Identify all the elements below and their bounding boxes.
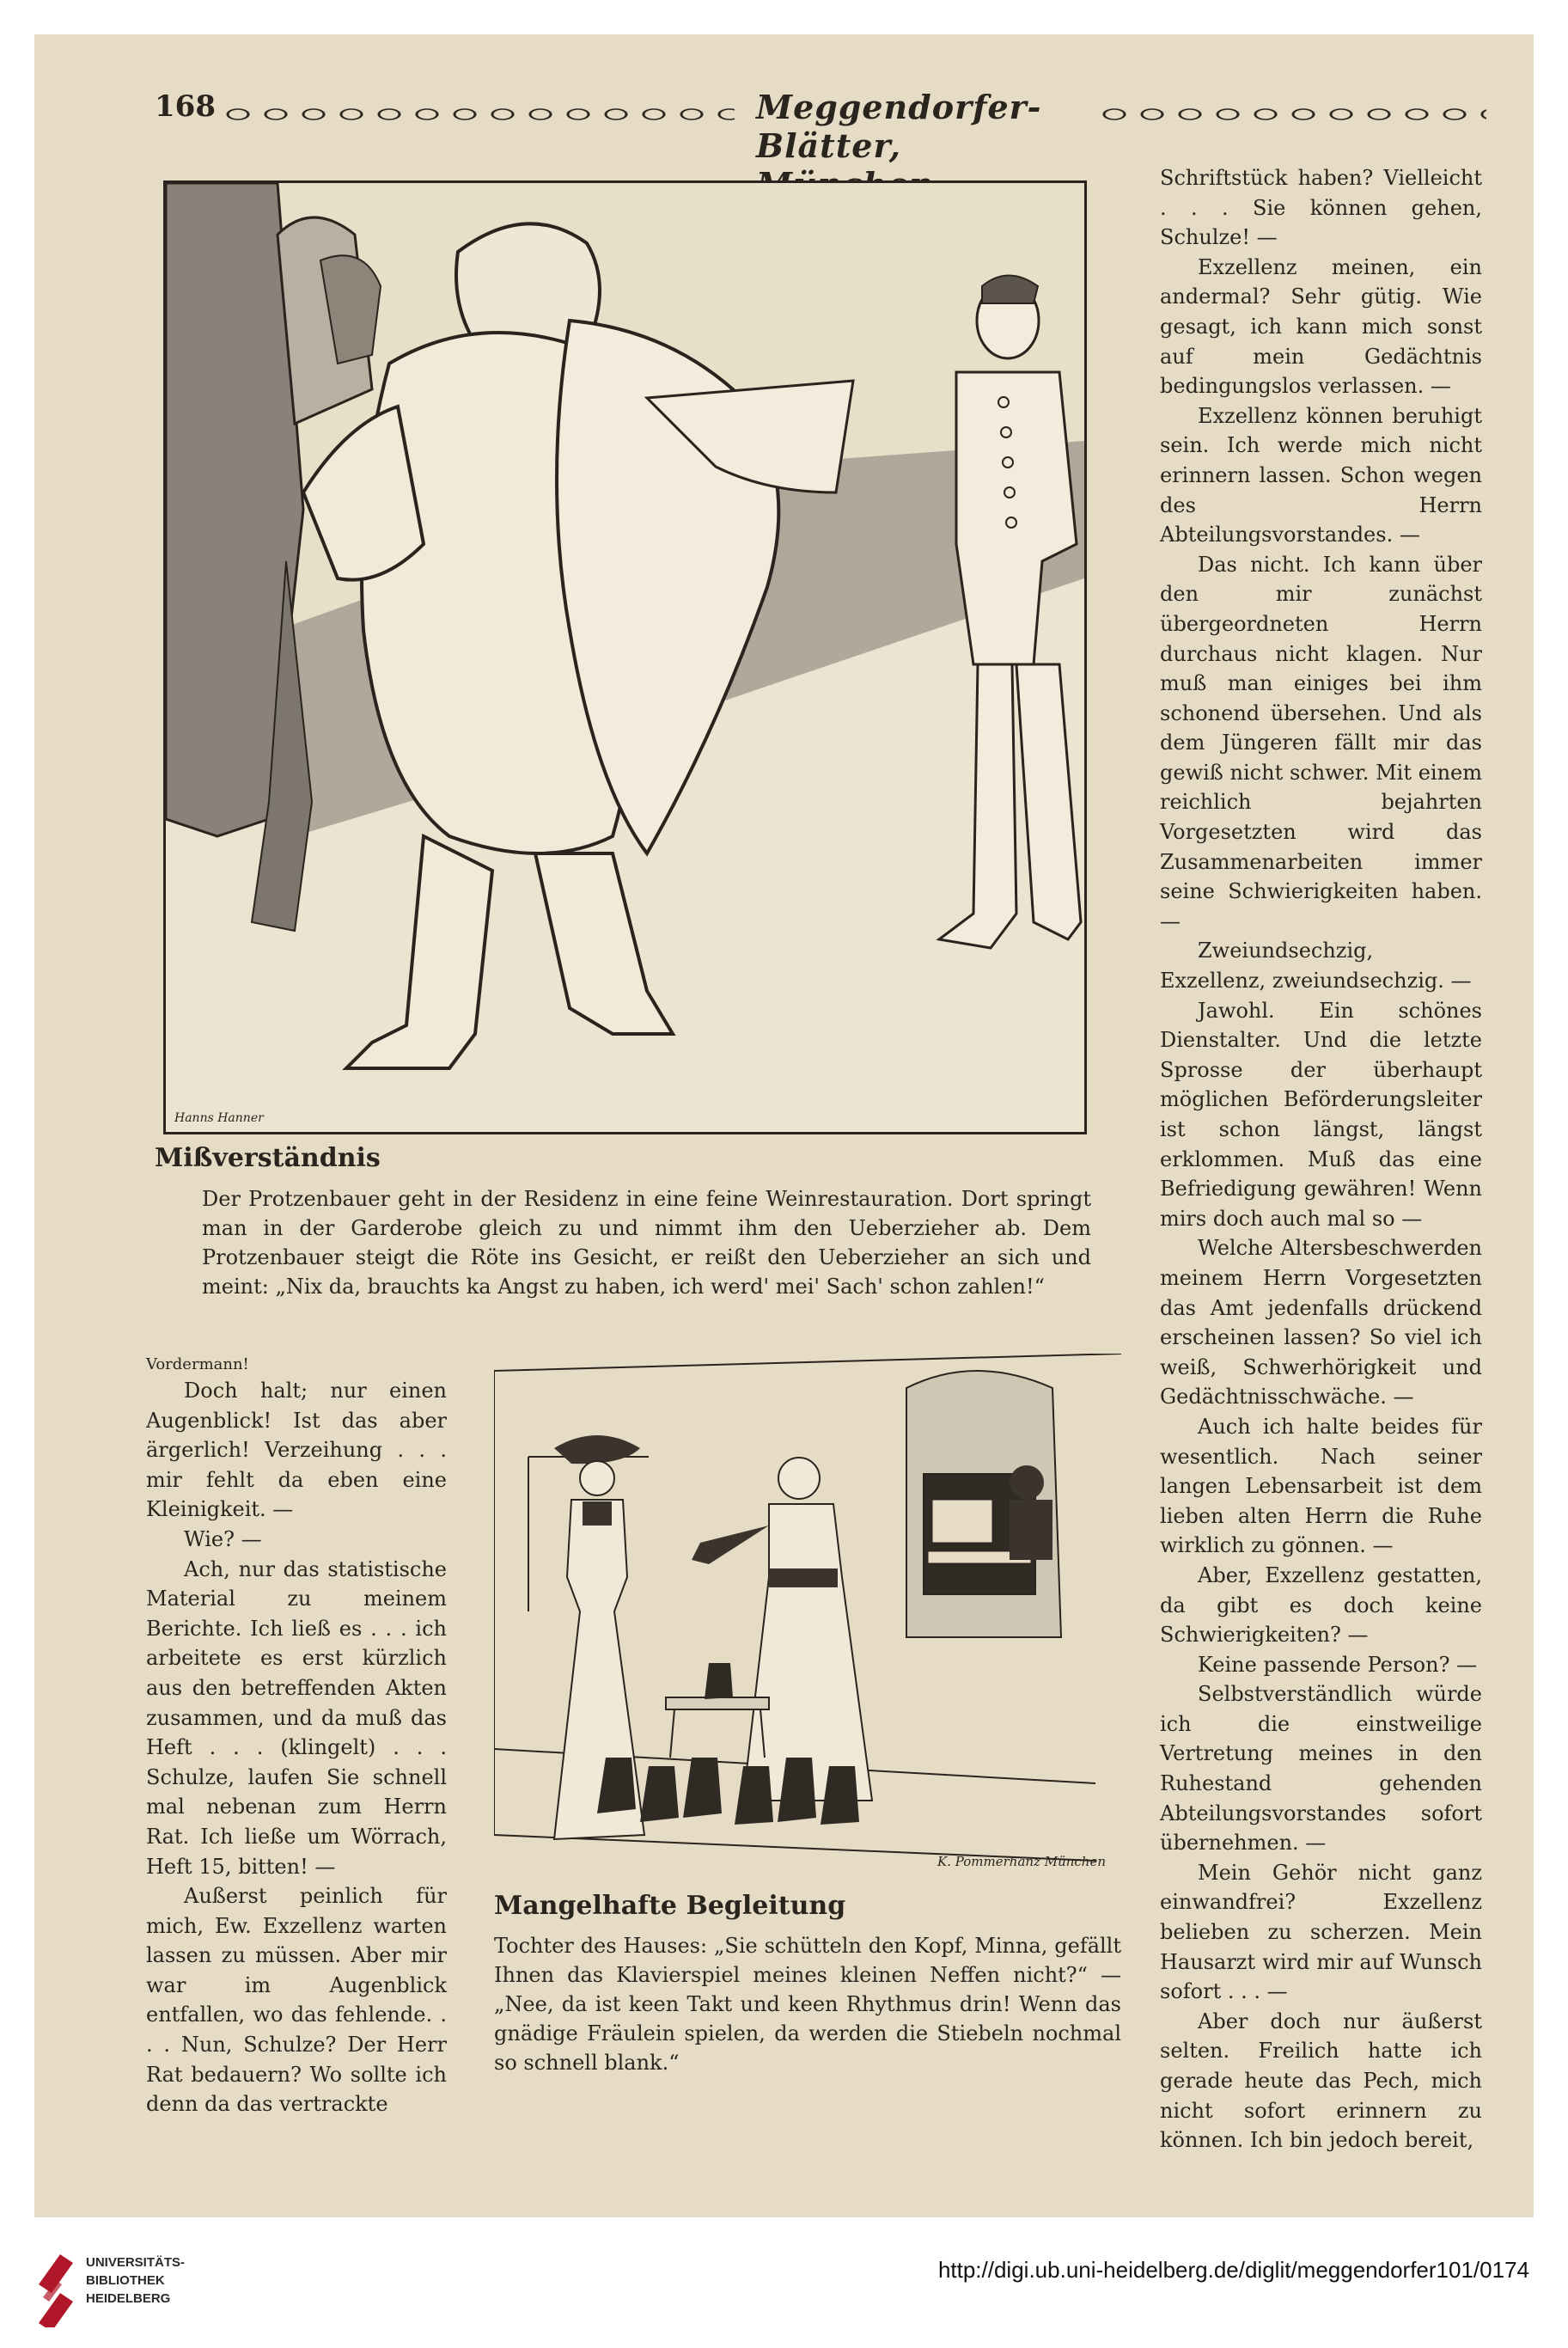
cartoon-illustration-piano bbox=[494, 1354, 1121, 1878]
viewer-footer bbox=[0, 2235, 1568, 2348]
cartoon-caption: Der Protzenbauer geht in der Residenz in eine feine Weinrestauration. Dort springt man in der Garderobe gleich zu und nimmt ihm den Ueberzieher ab. Dem Protzenbauer steigt die Röte ins Gesicht, er reißt den Ueberzieher an sich und meint: „Nix da, brauchts ka Angst zu haben, ich werd' mei' Sach' schon zahlen!“ bbox=[202, 1187, 1091, 1299]
paragraph: Vordermann! bbox=[146, 1355, 249, 1373]
paragraph: Aber doch nur äußerst selten. Freilich hatte ich gerade heute das Pech, mich nicht sofort erinnern zu können. Ich bin jedoch bereit, bbox=[1160, 2009, 1482, 2153]
artist-signature: Hanns Hanner bbox=[174, 1111, 264, 1125]
paragraph: Zweiundsechzig, Exzellenz, zweiundsechzig. — bbox=[1160, 939, 1472, 994]
page-header bbox=[155, 79, 1495, 165]
paragraph: Selbstverständlich würde ich die einstweilige Vertretung meines in den Ruhestand gehenden Abteilungsvorstandes sofort übernehmen. — bbox=[1160, 1682, 1482, 1856]
paragraph: Exzellenz meinen, ein andermal? Sehr gütig. Wie gesagt, ich kann mich sonst auf mein Gedächtnis bedingungslos verlassen. — bbox=[1160, 254, 1482, 399]
cartoon-heading: Mangelhafte Begleitung bbox=[494, 1891, 846, 1921]
paragraph: Welche Altersbeschwerden meinem Herrn Vorgesetzten das Amt jedenfalls drückend erscheinen lassen? So viel ich weiß, Schwerhörigkeit und Gedächtnisschwäche. — bbox=[1160, 1236, 1482, 1409]
source-url-link[interactable]: http://digi.ub.uni-heidelberg.de/diglit/meggendorfer101/0174 bbox=[937, 2257, 1529, 2283]
ornament-chain-left bbox=[219, 103, 735, 125]
artist-signature: K. Pommerhanz München bbox=[937, 1854, 1106, 1869]
cartoon-illustration-cloakroom bbox=[163, 180, 1087, 1134]
text-column-left bbox=[146, 1354, 447, 2119]
paragraph: Ach, nur das statistische Material zu meinem Berichte. Ich ließ es . . . ich arbeitete es erst kürzlich aus den betreffenden Akten zusammen, und da muß das Heft . . . (klingelt) . . . Schulze, laufen Sie schnell mal nebenan zum Herrn Rat. Ich ließe um Wörrach, Heft 15, bitten! — bbox=[146, 1556, 447, 1879]
cartoon-heading: Mißverständnis bbox=[155, 1143, 381, 1173]
university-logo-icon bbox=[34, 2250, 77, 2327]
cartoon-caption: Tochter des Hauses: „Sie schütteln den Kopf, Minna, gefällt Ihnen das Klavierspiel meines kleinen Neffen nicht?“ — „Nee, da ist keen Takt und keen Rhythmus drin! Wenn das gnädige Fräulein spielen, da werden die Stiebeln nochmal so schnell blank.“ bbox=[494, 1934, 1121, 2075]
paragraph: Exzellenz können beruhigt sein. Ich werde mich nicht erinnern lassen. Schon wegen des Herrn Abteilungsvorstandes. — bbox=[1160, 403, 1482, 547]
paragraph: Schriftstück haben? Vielleicht . . . Sie können gehen, Schulze! — bbox=[1160, 166, 1482, 250]
paragraph: Auch ich halte beides für wesentlich. Nach seiner langen Lebensarbeit ist dem lieben alten Herrn die Ruhe wirklich zu gönnen. — bbox=[1160, 1414, 1482, 1558]
text-column-right bbox=[1160, 163, 1482, 2155]
paragraph: Wie? — bbox=[184, 1526, 262, 1551]
ornament-chain-right bbox=[1095, 103, 1486, 125]
page-number: 168 bbox=[155, 89, 216, 124]
paragraph: Außerst peinlich für mich, Ew. Exzellenz warten lassen zu müssen. Aber mir war im Augenblick entfallen, wo das fehlende. . . . Nun, Schulze? Der Herr Rat bedauern? Wo sollte ich denn da das vertrackte bbox=[146, 1884, 447, 2117]
library-name: UNIVERSITÄTS- BIBLIOTHEK HEIDELBERG bbox=[86, 2255, 186, 2306]
paragraph: Doch halt; nur einen Augenblick! Ist das aber ärgerlich! Verzeihung . . . mir fehlt da eben eine Kleinigkeit. — bbox=[146, 1379, 447, 1522]
paragraph: Jawohl. Ein schönes Dienstalter. Und die letzte Sprosse der überhaupt möglichen Beförderungsleiter ist schon längst, längst erklommen. Muß das eine Befriedigung gewähren! Wenn mirs doch auch mal so — bbox=[1160, 998, 1482, 1231]
paragraph: Keine passende Person? — bbox=[1198, 1652, 1478, 1677]
journal-title: Meggendorfer-Blätter, bbox=[756, 88, 1042, 165]
cartoon-drawing-piano bbox=[494, 1354, 1121, 1878]
paragraph: Das nicht. Ich kann über den mir zunächst übergeordneten Herrn durchaus nicht klagen. Nur muß man einiges bei ihm schonend übersehen. Und als dem Jüngeren fällt mir das gewiß nicht schwer. Mit einem reichlich bejahrten Vorgesetzten wird das Zusammenarbeiten immer seine Schwierigkeiten haben. — bbox=[1160, 552, 1482, 933]
paragraph: Mein Gehör nicht ganz einwandfrei? Exzellenz belieben zu scherzen. Mein Hausarzt wird mir auf Wunsch sofort . . . — bbox=[1160, 1860, 1482, 2004]
cartoon-drawing-cloakroom bbox=[166, 183, 1084, 1132]
paragraph: Aber, Exzellenz gestatten, da gibt es doch keine Schwierigkeiten? — bbox=[1160, 1562, 1482, 1648]
